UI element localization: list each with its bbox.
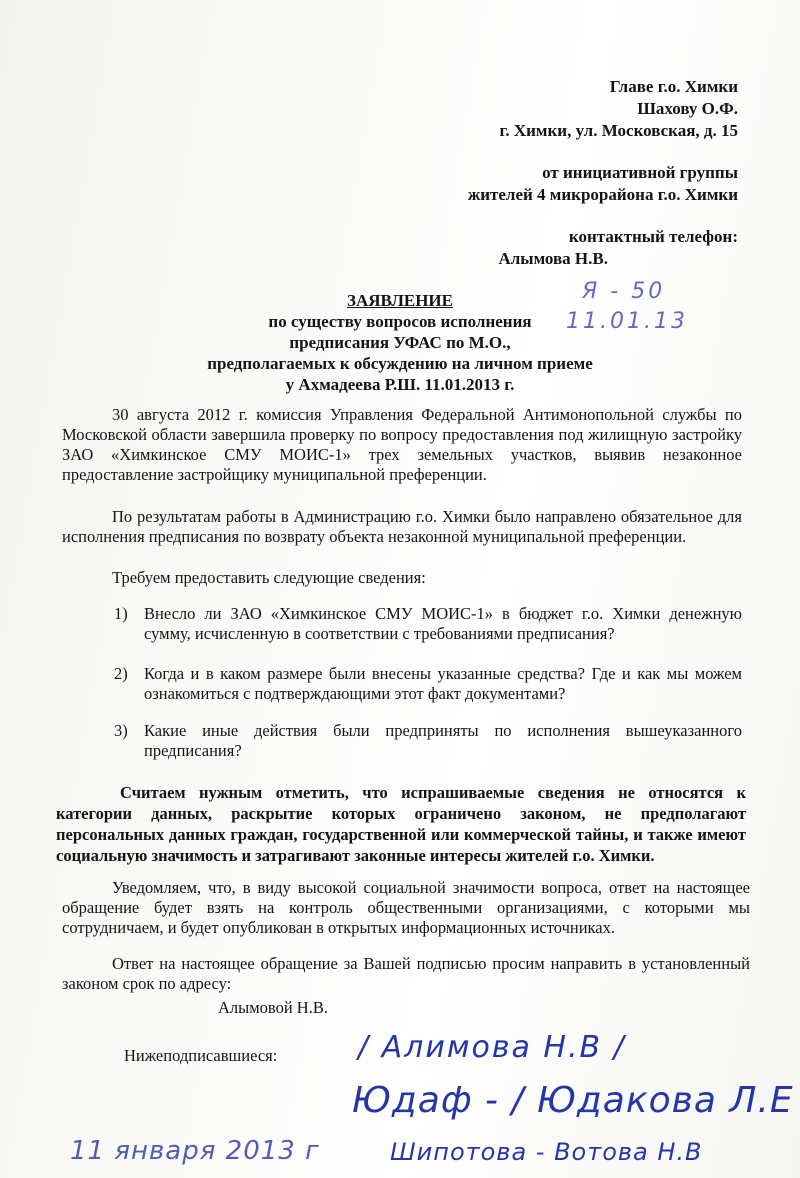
title-line-4: у Ахмадеева Р.Ш. 11.01.2013 г. — [285, 375, 515, 394]
list-item-text: Когда и в каком размере были внесены указанные средства? Где и как мы можем ознакомиться с подтверждающими этот факт документами? — [144, 664, 742, 703]
list-item-number: 2) — [114, 664, 128, 683]
handwritten-ref-date: 11.01.13 — [566, 309, 688, 334]
document-title-block — [0, 290, 800, 395]
contact-name: Алымова Н.В. — [498, 249, 608, 268]
handwritten-signature-2: Юдаф - / Юдакова Л.Е — [352, 1080, 794, 1121]
handwritten-ref-number: Я - 50 — [582, 279, 666, 304]
title-line-2: предписания УФАС по М.О., — [289, 333, 511, 352]
addressee-line-1: Главе г.о. Химки — [609, 77, 738, 96]
paragraph-3: Требуем предоставить следующие сведения: — [112, 568, 426, 587]
sender-line-2: жителей 4 микрорайона г.о. Химки — [467, 185, 738, 204]
bold-paragraph — [56, 782, 746, 866]
list-item-number: 3) — [114, 721, 128, 740]
handwritten-date: 11 января 2013 г — [70, 1136, 320, 1166]
paragraph-6: Ответ на настоящее обращение за Вашей подписью просим направить в установленный законом срок по адресу: — [62, 954, 750, 993]
sender-line-1: от инициативной группы — [542, 163, 738, 182]
list-item-number: 1) — [114, 604, 128, 623]
handwritten-signature-1: / Алимова Н.В / — [358, 1030, 626, 1065]
list-item — [114, 664, 742, 704]
title-line-1: по существу вопросов исполнения — [268, 312, 532, 331]
addressee-address: г. Химки, ул. Московская, д. 15 — [499, 121, 738, 140]
addressee-line-2: Шахову О.Ф. — [637, 99, 738, 118]
reply-recipient-name: Алымовой Н.В. — [218, 998, 328, 1017]
handwritten-signature-3: Шипотова - Вотова Н.В — [390, 1138, 703, 1166]
list-item-text: Внесло ли ЗАО «Химкинское СМУ МОИС-1» в бюджет г.о. Химки денежную сумму, исчисленную в соответствии с требованиями предписания? — [144, 604, 742, 643]
paragraph-5: Уведомляем, что, в виду высокой социальной значимости вопроса, ответ на настоящее обращение будет взять на контроль общественными организациями, с которыми мы сотрудничаем, и будет опубликован в открытых информационных источниках. — [62, 878, 750, 937]
list-item — [114, 721, 742, 761]
contact-phone-label: контактный телефон: — [568, 227, 738, 246]
list-item — [114, 604, 742, 644]
signers-label: Нижеподписавшиеся: — [124, 1046, 278, 1065]
paragraph-1: 30 августа 2012 г. комиссия Управления Федеральной Антимонопольной службы по Московской области завершила проверку по вопросу предоставления под жилищную застройку ЗАО «Химкинское СМУ МОИС-1» трех земельных участков, выявив незаконное предоставление застройщику муниципальной преференции. — [62, 405, 742, 484]
list-item-text: Какие иные действия были предприняты по исполнения вышеуказанного предписания? — [144, 721, 742, 760]
bold-paragraph-text: Считаем нужным отметить, что испрашиваемые сведения не относятся к категории данных, раскрытие которых ограничено законом, не предполагают персональных данных граждан, государственной или коммерческой тайны, и также имеют социальную значимость и затрагивают законные интересы жителей г.о. Химки. — [56, 783, 746, 865]
paragraph-2: По результатам работы в Администрацию г.о. Химки было направлено обязательное для исполнения предписания по возврату объекта незаконной муниципальной преференции. — [62, 507, 742, 546]
document-title: ЗАЯВЛЕНИЕ — [346, 291, 453, 310]
addressee-block — [468, 76, 738, 270]
title-line-3: предполагаемых к обсуждению на личном приеме — [207, 354, 593, 373]
